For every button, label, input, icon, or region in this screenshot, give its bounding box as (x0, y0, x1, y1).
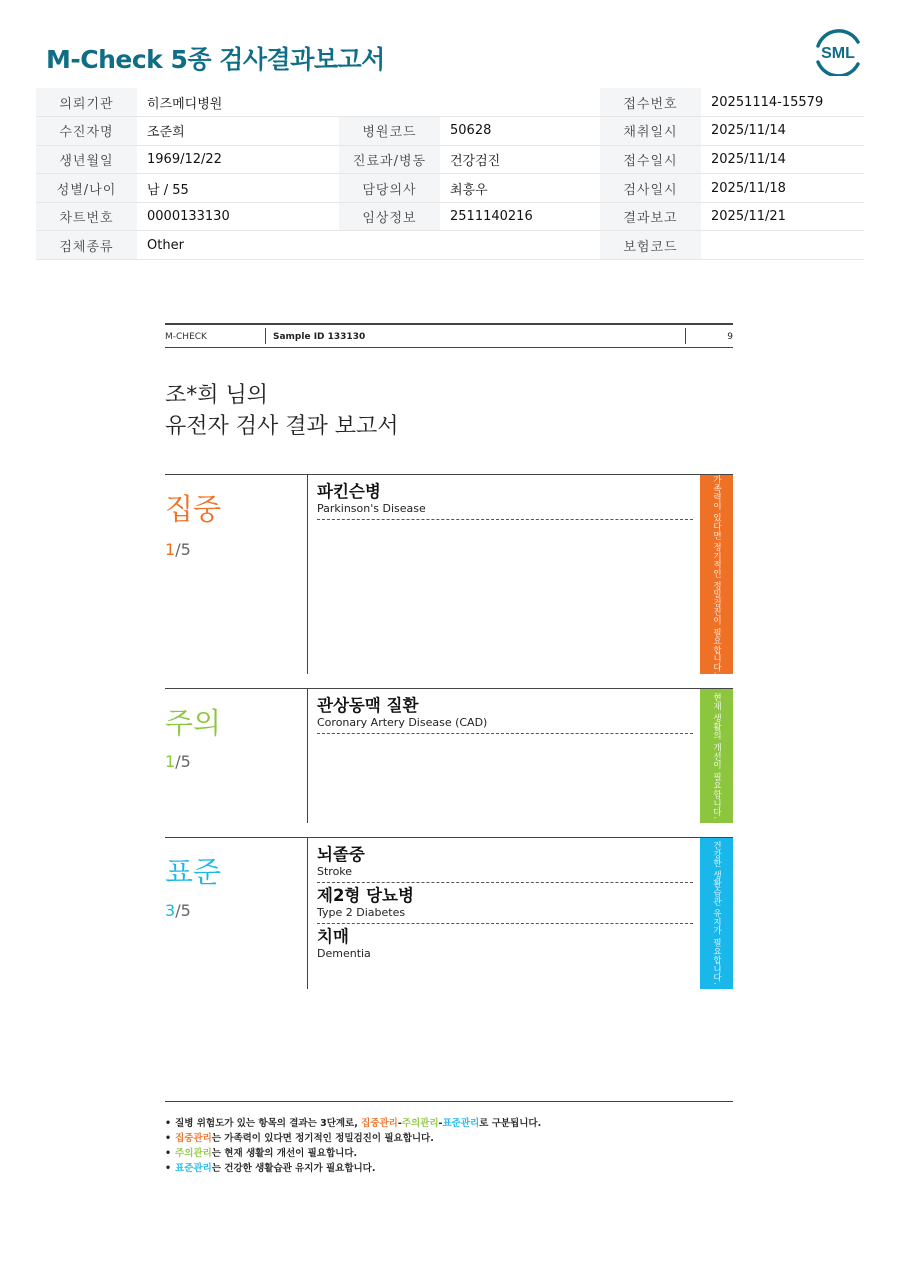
info-value: 히즈메디병원 (137, 88, 339, 117)
info-value: 50628 (440, 117, 600, 146)
header-divider (265, 328, 266, 344)
info-label: 담당의사 (339, 174, 440, 203)
risk-category: 주의 (165, 706, 222, 740)
footnote-segment: - (397, 1118, 402, 1129)
info-row (36, 117, 864, 146)
disease-name-en: Parkinson's Disease (317, 502, 426, 515)
footnote-segment: 표준관리 (175, 1163, 212, 1174)
footnote-segment: - (438, 1118, 443, 1129)
doc-heading (165, 380, 399, 442)
info-row (36, 145, 864, 174)
patient-info-table (36, 88, 864, 260)
info-value: 2025/11/18 (701, 174, 864, 203)
disease-name-ko: 제2형 당뇨병 (317, 886, 414, 905)
page-number: 9 (727, 332, 733, 342)
info-value: 건강검진 (440, 145, 600, 174)
doc-heading-line1: 조*희 님의 (165, 383, 269, 408)
guidance-text: 건강한 생활습관 유지가 필요합니다. (711, 841, 722, 986)
risk-count-value: 1 (165, 752, 176, 771)
guidance-text: 가족력이 있다면 정기적인 정밀검진이 필요합니다. (711, 474, 722, 675)
footnote-item (165, 1131, 733, 1146)
disease-name-ko: 파킨슨병 (317, 482, 381, 501)
footnote-segment: 표준관리 (442, 1118, 480, 1129)
guidance-bar (700, 689, 733, 823)
risk-count-total: /5 (175, 752, 191, 771)
info-label: 성별/나이 (36, 174, 137, 203)
info-row (36, 231, 864, 260)
info-label: 검사일시 (600, 174, 701, 203)
sml-logo-icon (812, 28, 864, 76)
info-label: 수진자명 (36, 117, 137, 146)
disease-list (317, 842, 693, 964)
footnote-segment: 주의관리 (175, 1148, 212, 1159)
disease-name-en: Coronary Artery Disease (CAD) (317, 716, 488, 729)
risk-section (165, 474, 733, 674)
footnote-segment: 주의관리 (401, 1118, 439, 1129)
logo-text: SML (821, 45, 855, 62)
info-label: 생년월일 (36, 145, 137, 174)
info-label: 검체종류 (36, 231, 137, 260)
info-label: 임상정보 (339, 202, 440, 231)
header-brand: M-CHECK (165, 332, 207, 342)
info-value: 조준희 (137, 117, 339, 146)
info-label (339, 231, 440, 260)
report-title: M-Check 5종 검사결과보고서 (46, 45, 385, 74)
risk-count-value: 3 (165, 901, 176, 920)
risk-count-total: /5 (175, 901, 191, 920)
doc-heading-line2: 유전자 검사 결과 보고서 (165, 414, 399, 439)
footnote-segment: 질병 위험도가 있는 항목의 결과는 3단계로, (175, 1118, 362, 1129)
info-row (36, 88, 864, 117)
info-label: 진료과/병동 (339, 145, 440, 174)
guidance-bar (700, 838, 733, 989)
info-row (36, 174, 864, 203)
section-divider (307, 689, 308, 823)
info-label: 의뢰기관 (36, 88, 137, 117)
disease-name-en: Type 2 Diabetes (317, 906, 406, 919)
info-label: 차트번호 (36, 202, 137, 231)
disease-item (317, 479, 693, 520)
info-label: 접수일시 (600, 145, 701, 174)
info-value (440, 231, 600, 260)
disease-name-ko: 뇌졸중 (317, 845, 365, 864)
risk-section (165, 837, 733, 989)
footnote-segment: 집중관리 (175, 1133, 212, 1144)
info-value: 남 / 55 (137, 174, 339, 203)
disease-item (317, 924, 693, 964)
disease-item (317, 693, 693, 734)
risk-section (165, 688, 733, 823)
info-value: 최흥우 (440, 174, 600, 203)
footnotes (165, 1101, 733, 1176)
disease-item (317, 883, 693, 924)
disease-list (317, 479, 693, 520)
sample-id: Sample ID 133130 (273, 332, 366, 342)
info-value: 1969/12/22 (137, 145, 339, 174)
info-label: 채취일시 (600, 117, 701, 146)
guidance-bar (700, 475, 733, 674)
info-value: 0000133130 (137, 202, 339, 231)
info-value: 2025/11/14 (701, 145, 864, 174)
info-label (339, 88, 440, 117)
risk-count (165, 752, 191, 771)
risk-count-total: /5 (175, 540, 191, 559)
disease-name-en: Stroke (317, 865, 353, 878)
footnote-segment: 로 구분됩니다. (479, 1118, 542, 1129)
footnote-item (165, 1116, 733, 1131)
info-value: 20251114-15579 (701, 88, 864, 117)
footnote-segment: 는 건강한 생활습관 유지가 필요합니다. (211, 1163, 376, 1174)
info-label: 보험코드 (600, 231, 701, 260)
info-value (701, 231, 864, 260)
risk-category: 표준 (165, 855, 222, 889)
section-divider (307, 838, 308, 989)
disease-name-ko: 치매 (317, 927, 349, 946)
info-row (36, 202, 864, 231)
footnote-item (165, 1146, 733, 1161)
header-divider (685, 328, 686, 344)
disease-item (317, 842, 693, 883)
risk-count (165, 901, 191, 920)
disease-name-ko: 관상동맥 질환 (317, 696, 419, 715)
info-value (440, 88, 600, 117)
disease-list (317, 693, 693, 734)
risk-category: 집중 (165, 492, 222, 526)
footnote-item (165, 1161, 733, 1176)
info-value: 2025/11/21 (701, 202, 864, 231)
risk-count-value: 1 (165, 540, 176, 559)
info-value: 2025/11/14 (701, 117, 864, 146)
footnote-segment: 는 현재 생활의 개선이 필요합니다. (211, 1148, 358, 1159)
info-label: 접수번호 (600, 88, 701, 117)
risk-count (165, 540, 191, 559)
disease-name-en: Dementia (317, 947, 371, 960)
info-label: 결과보고 (600, 202, 701, 231)
info-value: 2511140216 (440, 202, 600, 231)
footnote-segment: 집중관리 (361, 1118, 398, 1129)
page-header (165, 323, 733, 348)
info-label: 병원코드 (339, 117, 440, 146)
footnote-segment: 는 가족력이 있다면 정기적인 정밀검진이 필요합니다. (211, 1133, 434, 1144)
section-divider (307, 475, 308, 674)
guidance-text: 현재 생활의 개선이 필요합니다. (711, 692, 722, 820)
info-value: Other (137, 231, 339, 260)
